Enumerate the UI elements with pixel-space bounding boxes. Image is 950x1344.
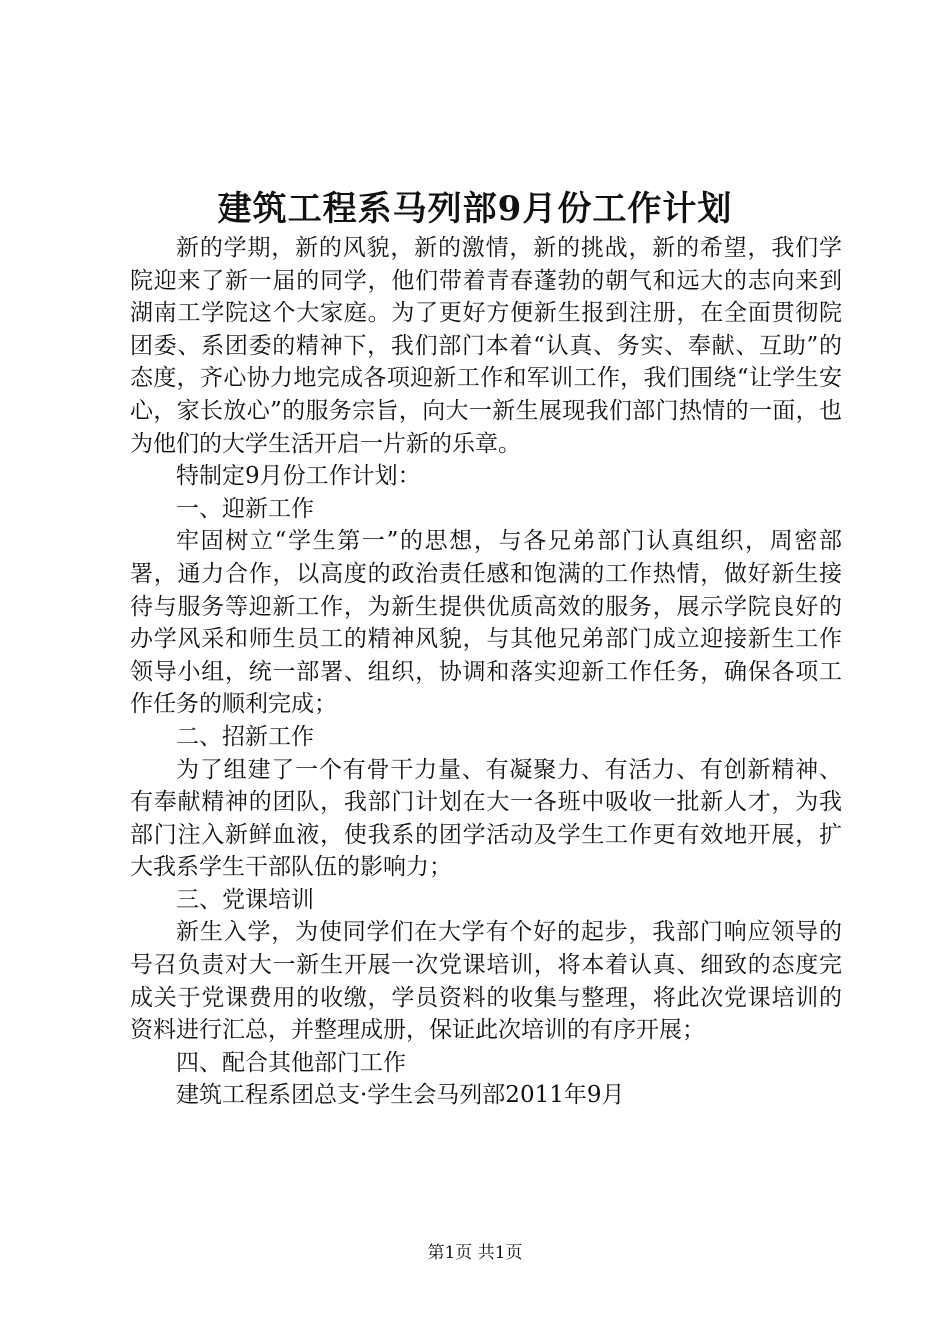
signature-line: 建筑工程系团总支·学生会马列部2011年9月 [176,1082,625,1109]
section-heading-welcome: 一、迎新工作 [176,495,314,522]
section-heading-cooperation: 四、配合其他部门工作 [176,1049,406,1076]
document-body [130,232,842,1112]
paragraph-recruitment: 为了组建了一个有骨干力量、有凝聚力、有活力、有创新精神、有奉献精神的团队，我部门计划在大一各班中吸收一批新人才，为我部门注入新鲜血液，使我系的团学活动及学生工作更有效地开展，扩大我系学生干部队伍的影响力； [130,756,842,881]
page-footer: 第1页 共1页 [427,1243,523,1263]
paragraph-plan-lead: 特制定9月份工作计划： [176,463,421,490]
section-heading-recruitment: 二、招新工作 [176,723,314,750]
paragraph-intro: 新的学期，新的风貌，新的激情，新的挑战，新的希望，我们学院迎来了新一届的同学，他们带着青春蓬勃的朝气和远大的志向来到湖南工学院这个大家庭。为了更好方便新生报到注册，在全面贯彻院团委、系团委的精神下，我们部门本着“认真、务实、奉献、互助”的态度，齐心协力地完成各项迎新工作和军训工作，我们围绕“让学生安心，家长放心”的服务宗旨，向大一新生展现我们部门热情的一面，也为他们的大学生活开启一片新的乐章。 [130,235,842,457]
section-heading-party-training: 三、党课培训 [176,886,314,913]
document-title: 建筑工程系马列部9月份工作计划 [217,189,733,229]
paragraph-welcome: 牢固树立“学生第一”的思想，与各兄弟部门认真组织，周密部署，通力合作，以高度的政治责任感和饱满的工作热情，做好新生接待与服务等迎新工作，为新生提供优质高效的服务，展示学院良好的办学风采和师生员工的精神风貌，与其他兄弟部门成立迎接新生工作领导小组，统一部署、组织，协调和落实迎新工作任务，确保各项工作任务的顺利完成； [130,528,842,718]
paragraph-party-training: 新生入学，为使同学们在大学有个好的起步，我部门响应领导的号召负责对大一新生开展一次党课培训，将本着认真、细致的态度完成关于党课费用的收缴，学员资料的收集与整理，将此次党课培训的资料进行汇总，并整理成册，保证此次培训的有序开展； [130,919,842,1044]
